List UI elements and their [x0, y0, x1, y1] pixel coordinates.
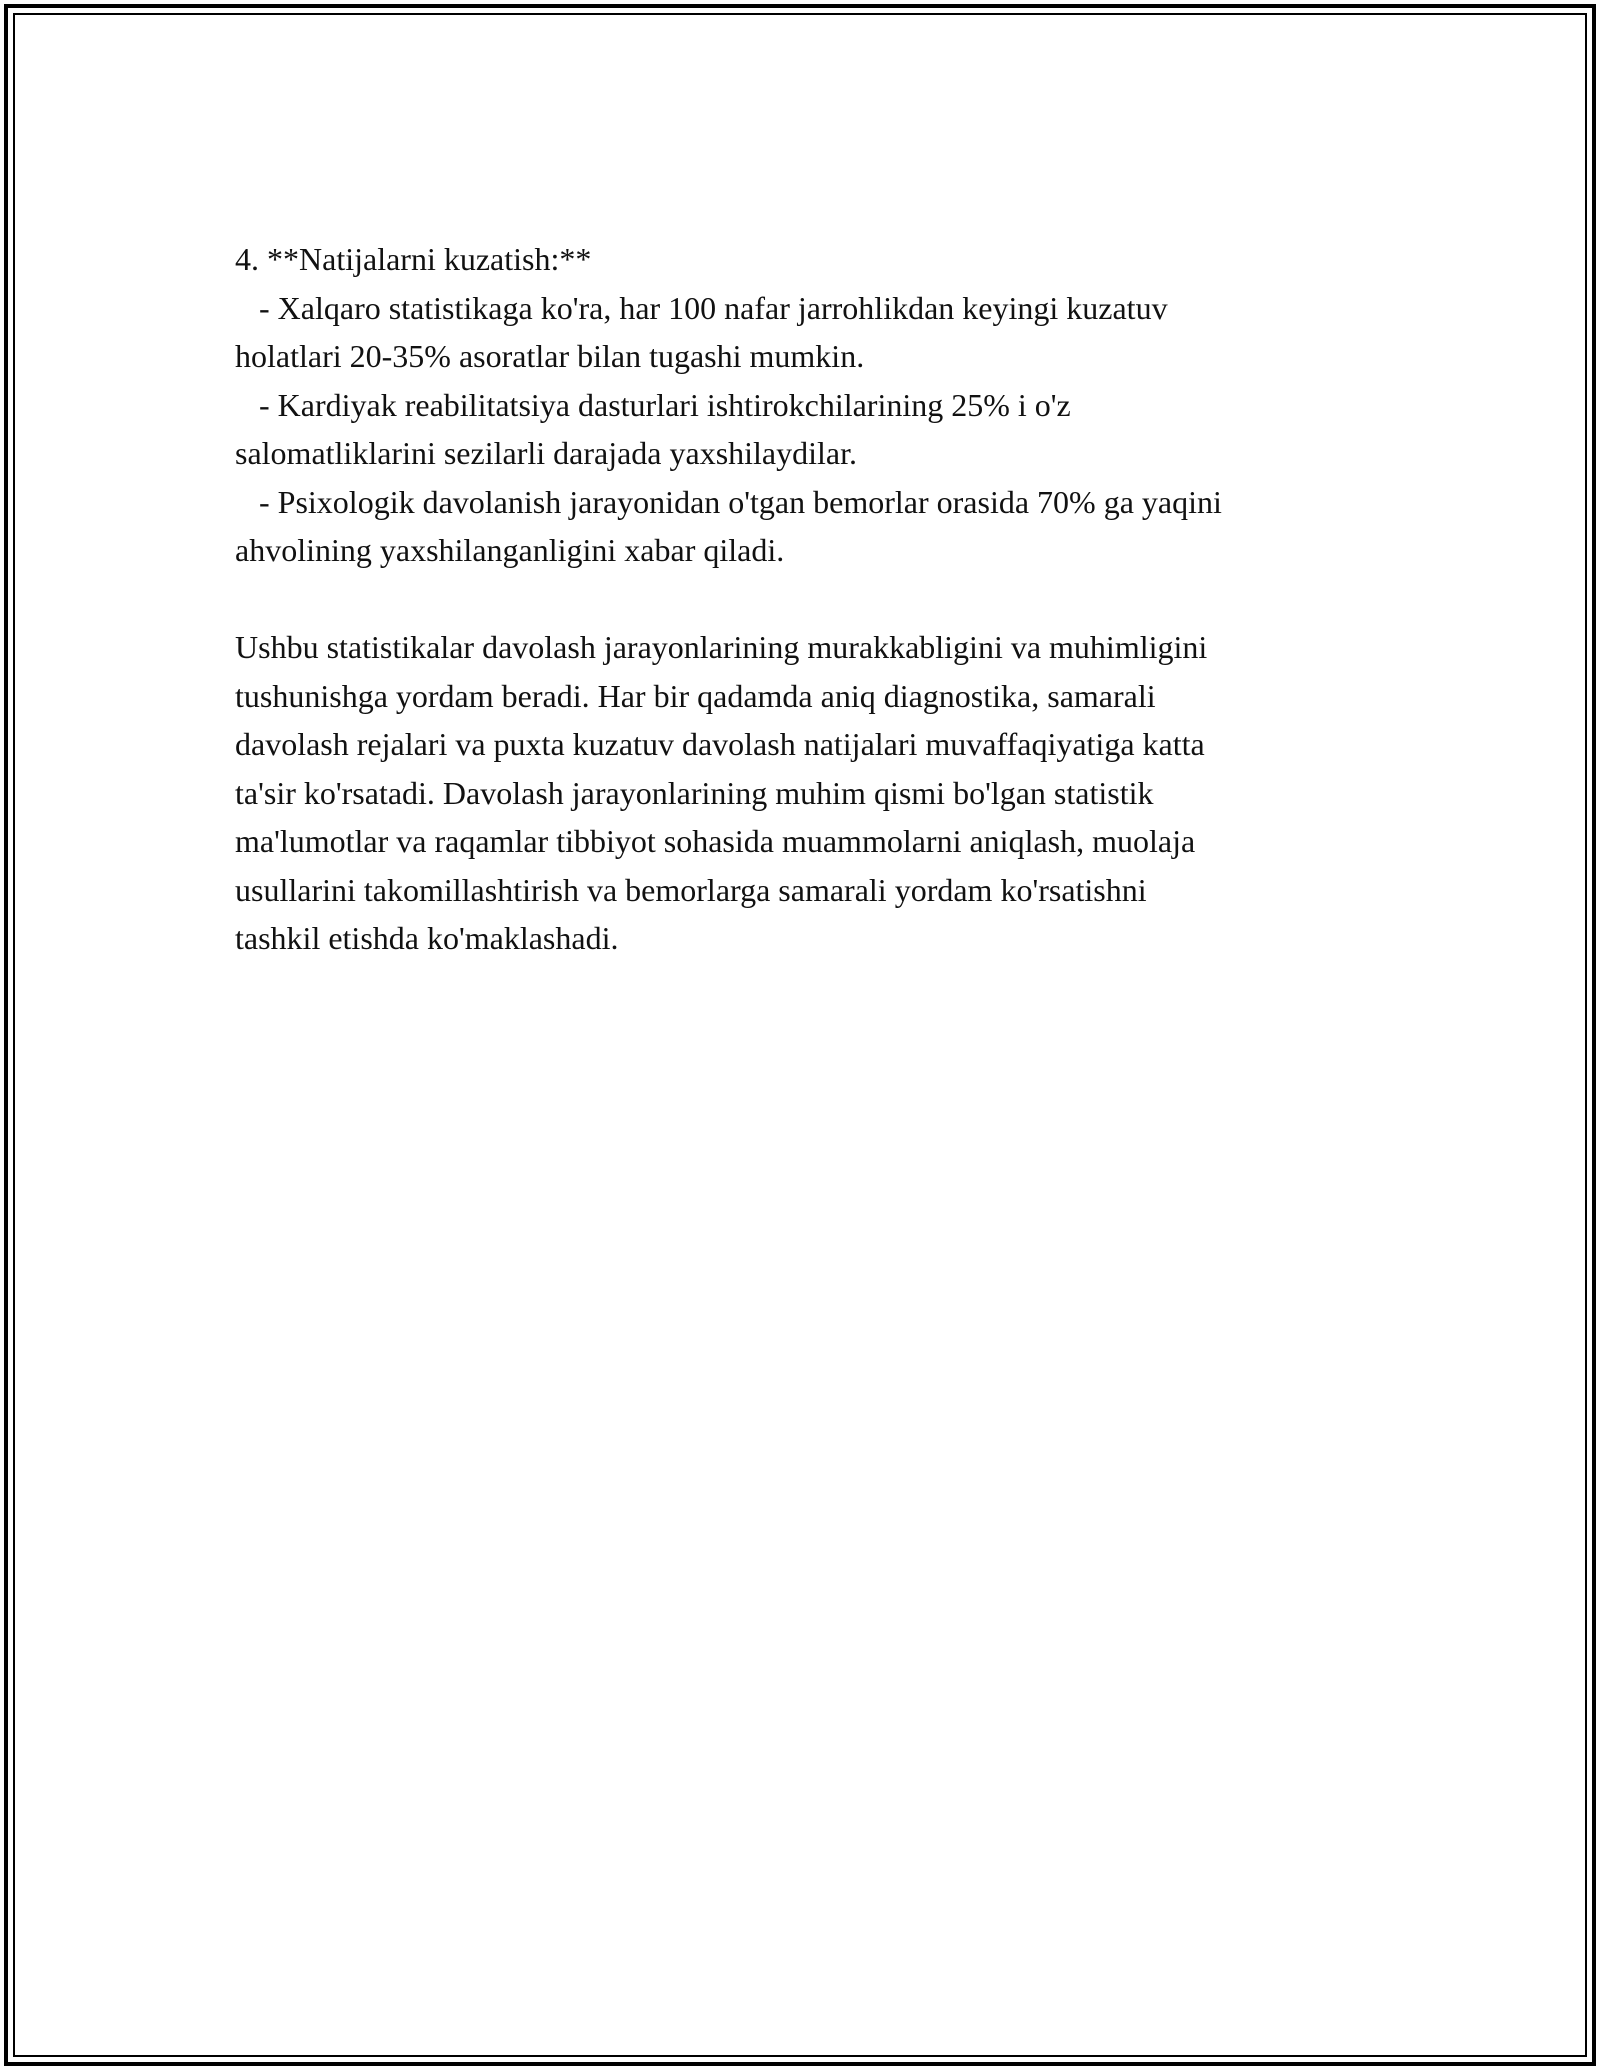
bullet-3-line-1: - Psixologik davolanish jarayonidan o'tgan bemorlar orasida 70% ga yaqini — [235, 483, 1222, 520]
bullet-1-line-2: holatlari 20-35% asoratlar bilan tugashi mumkin. — [235, 338, 865, 374]
conclusion-paragraph — [235, 623, 1395, 963]
results-section — [235, 235, 1395, 575]
section-heading: 4. **Natijalarni kuzatish:** — [235, 241, 592, 277]
conclusion-line-5: ma'lumotlar va raqamlar tibbiyot sohasida muammolarni aniqlash, muolaja — [235, 823, 1196, 859]
conclusion-line-1: Ushbu statistikalar davolash jarayonlarining murakkabligini va muhimligini — [235, 629, 1208, 665]
bullet-2-line-1: - Kardiyak reabilitatsiya dasturlari ishtirokchilarining 25% i o'z — [235, 386, 1071, 423]
conclusion-line-6: usullarini takomillashtirish va bemorlarga samarali yordam ko'rsatishni — [235, 871, 1147, 908]
conclusion-line-7: tashkil etishda ko'maklashadi. — [235, 920, 619, 956]
bullet-1-line-1: - Xalqaro statistikaga ko'ra, har 100 nafar jarrohlikdan keyingi kuzatuv — [235, 289, 1168, 326]
document-body — [235, 235, 1395, 963]
bullet-3-line-2: ahvolining yaxshilanganligini xabar qiladi. — [235, 532, 785, 568]
conclusion-line-2: tushunishga yordam beradi. Har bir qadamda aniq diagnostika, samarali — [235, 677, 1156, 714]
conclusion-line-4: ta'sir ko'rsatadi. Davolash jarayonlarining muhim qismi bo'lgan statistik — [235, 774, 1154, 811]
bullet-2-line-2: salomatliklarini sezilarli darajada yaxshilaydilar. — [235, 435, 857, 471]
conclusion-line-3: davolash rejalari va puxta kuzatuv davolash natijalari muvaffaqiyatiga katta — [235, 726, 1205, 762]
